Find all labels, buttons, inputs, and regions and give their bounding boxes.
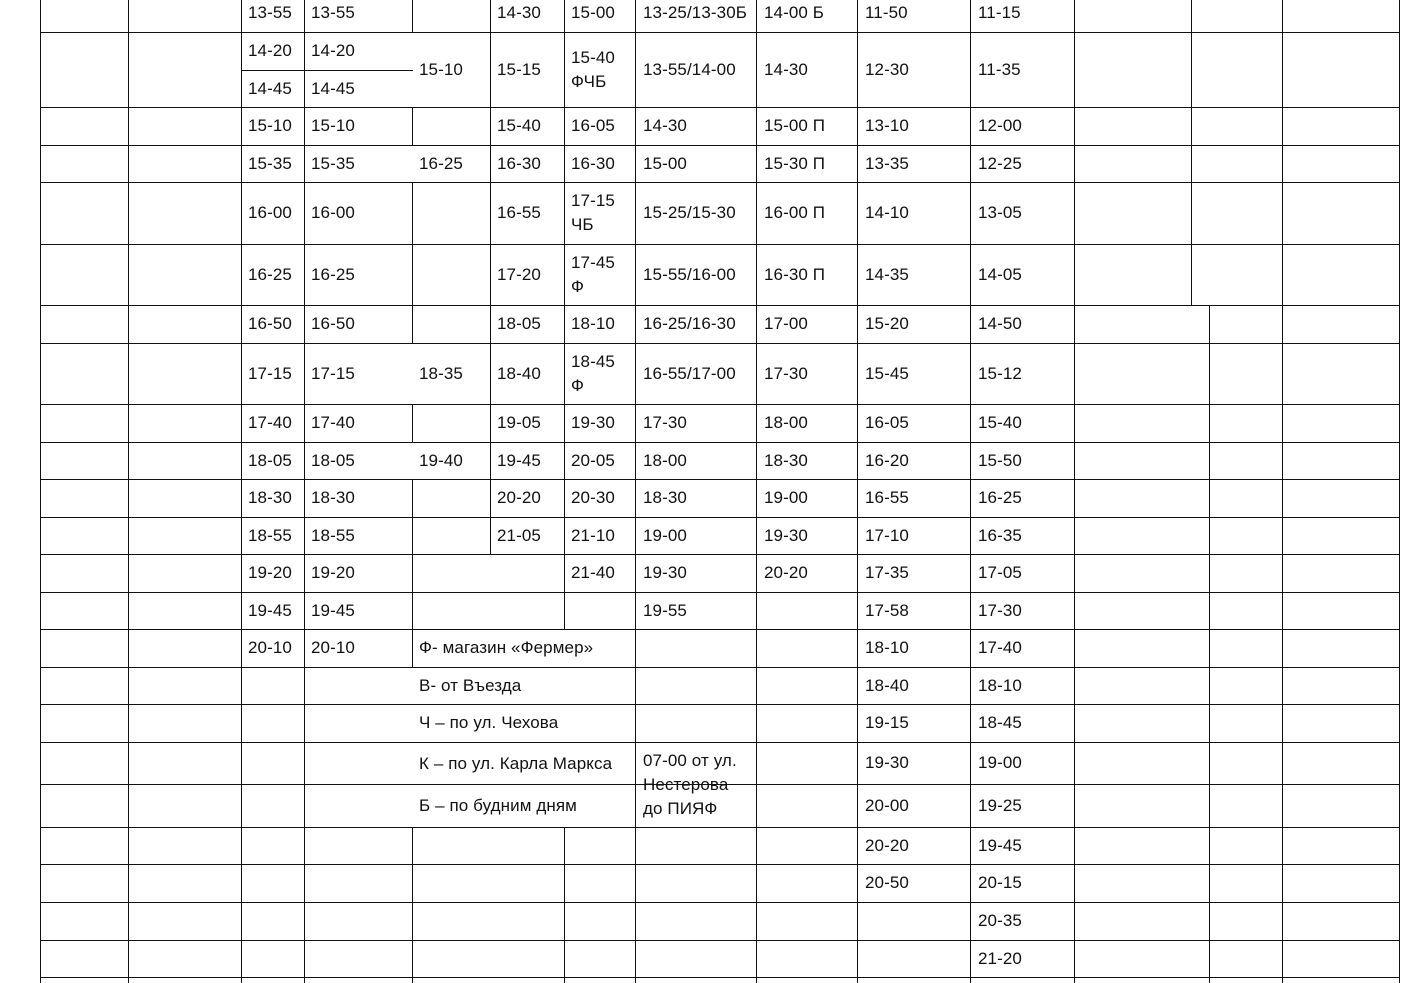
schedule-cell: 15-10 <box>311 116 355 135</box>
schedule-cell: 16-20 <box>865 450 909 470</box>
column-divider <box>970 0 971 983</box>
schedule-cell: 17-40 <box>311 413 355 432</box>
schedule-cell: 18-45 <box>978 713 1022 732</box>
schedule-cell: 19-20 <box>311 563 355 582</box>
row-divider <box>40 940 1400 941</box>
row-divider <box>40 479 1400 480</box>
schedule-cell: 14-45 <box>311 78 355 98</box>
schedule-cell: 15-10 <box>248 116 292 135</box>
schedule-cell: 15-30 П <box>764 153 826 173</box>
schedule-cell: 16-05 <box>571 116 615 135</box>
schedule-cell: 16-25 <box>311 264 355 284</box>
schedule-cell: 16-00 П <box>764 203 826 222</box>
column-divider <box>1399 0 1400 983</box>
schedule-cell: 15-25/15-30 <box>643 203 736 222</box>
column-divider <box>304 0 305 983</box>
schedule-cell: 18-10 <box>978 675 1022 695</box>
schedule-cell: 16-30 <box>571 153 615 173</box>
row-divider <box>40 182 1400 183</box>
note-line-3: до ПИЯФ <box>643 799 718 818</box>
schedule-cell: 14-50 <box>978 314 1022 333</box>
schedule-cell: 19-00 <box>643 525 687 545</box>
schedule-cell: 15-35 <box>311 153 355 173</box>
column-divider <box>635 0 636 983</box>
schedule-cell: 13-10 <box>865 116 909 135</box>
row-divider <box>40 305 1400 306</box>
row-divider <box>40 629 1400 630</box>
schedule-cell: 21-40 <box>571 563 615 582</box>
schedule-cell: 17-35 <box>865 563 909 582</box>
schedule-cell: 12-00 <box>978 116 1022 135</box>
schedule-cell: 16-00 <box>248 203 292 222</box>
schedule-cell: 18-45 <box>571 351 615 371</box>
schedule-cell: 19-05 <box>497 413 541 432</box>
schedule-cell: 15-40 <box>978 413 1022 432</box>
schedule-cell: 18-30 <box>248 488 292 507</box>
schedule-cell: 19-15 <box>865 713 909 732</box>
column-divider <box>412 517 413 554</box>
schedule-cell: 15-35 <box>248 153 292 173</box>
schedule-cell: 19-40 <box>419 450 463 470</box>
schedule-cell: 19-45 <box>248 600 292 620</box>
schedule-cell: 13-05 <box>978 203 1022 222</box>
schedule-cell: 14-20 <box>311 41 355 60</box>
schedule-cell: 20-35 <box>978 911 1022 930</box>
schedule-cell: 13-55/14-00 <box>643 59 736 79</box>
column-divider <box>564 0 565 629</box>
schedule-cell: 20-10 <box>248 638 292 657</box>
schedule-cell: 19-45 <box>311 600 355 620</box>
schedule-cell: 15-00 <box>571 3 615 22</box>
schedule-cell: 14-05 <box>978 264 1022 284</box>
row-divider <box>40 704 1400 705</box>
schedule-cell: 15-40 <box>497 116 541 135</box>
schedule-cell: 18-30 <box>764 450 808 470</box>
schedule-cell: 18-40 <box>497 363 541 383</box>
column-divider <box>857 0 858 983</box>
row-divider <box>40 32 1400 33</box>
schedule-cell: 17-00 <box>764 314 808 333</box>
schedule-cell: 19-20 <box>248 563 292 582</box>
row-divider <box>40 343 1400 344</box>
schedule-cell: 18-05 <box>497 314 541 333</box>
schedule-cell: 16-05 <box>865 413 909 432</box>
schedule-cell: 15-12 <box>978 363 1022 383</box>
schedule-cell: 15-55/16-00 <box>643 264 736 284</box>
column-divider <box>412 305 413 343</box>
schedule-cell: 18-55 <box>248 525 292 545</box>
schedule-cell: 16-25/16-30 <box>643 314 736 333</box>
schedule-cell-note: Ф <box>571 276 585 296</box>
schedule-cell: 19-45 <box>978 835 1022 855</box>
schedule-cell: 20-00 <box>865 795 909 815</box>
schedule-cell: 21-20 <box>978 948 1022 968</box>
row-divider <box>40 902 1400 903</box>
schedule-cell: 20-10 <box>311 638 355 657</box>
schedule-cell: 11-35 <box>978 59 1021 79</box>
column-divider <box>412 0 413 32</box>
column-divider <box>564 827 565 983</box>
column-divider <box>128 0 129 983</box>
column-divider <box>412 244 413 305</box>
schedule-cell: 11-50 <box>865 3 908 22</box>
legend-chekhov: Ч – по ул. Чехова <box>419 713 559 732</box>
schedule-cell: 19-45 <box>497 450 541 470</box>
schedule-cell: 16-30 П <box>764 264 826 284</box>
schedule-cell: 15-50 <box>978 450 1022 470</box>
row-divider <box>40 667 1400 668</box>
column-divider <box>412 182 413 244</box>
schedule-cell: 15-00 <box>643 153 687 173</box>
schedule-cell: 17-20 <box>497 264 541 284</box>
schedule-cell: 12-25 <box>978 153 1022 173</box>
schedule-cell: 15-40 <box>571 47 615 67</box>
column-divider <box>40 0 41 983</box>
column-divider <box>412 479 413 517</box>
schedule-cell: 18-30 <box>311 488 355 507</box>
legend-farmer: Ф- магазин «Фермер» <box>419 638 594 657</box>
schedule-cell: 19-30 <box>571 413 615 432</box>
column-divider <box>1282 0 1283 983</box>
schedule-cell: 21-10 <box>571 525 615 545</box>
row-divider <box>40 742 1400 743</box>
schedule-cell: 16-50 <box>311 314 355 333</box>
column-divider <box>412 107 413 145</box>
schedule-cell: 18-10 <box>571 314 615 333</box>
schedule-cell-note: ФЧБ <box>571 71 607 91</box>
legend-weekdays: Б – по будним дням <box>419 796 577 815</box>
schedule-cell: 11-15 <box>978 3 1021 22</box>
schedule-cell: 13-55 <box>311 3 355 22</box>
row-divider <box>40 977 1400 978</box>
schedule-cell: 20-30 <box>571 488 615 507</box>
column-divider <box>412 592 413 629</box>
schedule-cell: 13-55 <box>248 3 292 22</box>
schedule-cell: 17-15 <box>571 191 615 210</box>
schedule-cell: 16-55/17-00 <box>643 363 736 383</box>
schedule-cell: 14-45 <box>248 78 292 98</box>
schedule-cell: 14-30 <box>764 59 808 79</box>
row-divider <box>40 554 1400 555</box>
column-divider <box>1191 0 1192 305</box>
column-divider <box>490 0 491 554</box>
schedule-cell: 17-40 <box>978 638 1022 657</box>
column-divider <box>412 554 413 592</box>
row-divider <box>40 244 1400 245</box>
schedule-cell: 13-25/13-30Б <box>643 3 748 22</box>
schedule-cell: 19-30 <box>865 753 909 772</box>
schedule-cell: 19-00 <box>764 488 808 507</box>
schedule-cell: 18-35 <box>419 363 463 383</box>
schedule-cell: 18-55 <box>311 525 355 545</box>
row-divider <box>40 592 1400 593</box>
schedule-cell: 17-10 <box>865 525 909 545</box>
schedule-cell: 16-55 <box>865 488 909 507</box>
row-divider <box>40 442 1400 443</box>
schedule-cell: 19-30 <box>643 563 687 582</box>
note-line-1: 07-00 от ул. <box>643 751 737 770</box>
schedule-cell: 14-30 <box>643 116 687 135</box>
schedule-cell: 16-00 <box>311 203 355 222</box>
schedule-cell: 21-05 <box>497 525 541 545</box>
schedule-cell: 20-20 <box>497 488 541 507</box>
schedule-cell: 19-30 <box>764 525 808 545</box>
legend-entry: В- от Въезда <box>419 676 522 695</box>
column-divider <box>412 629 413 667</box>
row-divider <box>40 827 1400 828</box>
schedule-cell: 16-25 <box>419 153 463 173</box>
schedule-cell: 15-00 П <box>764 116 826 135</box>
row-divider <box>40 145 1400 146</box>
schedule-cell: 16-50 <box>248 314 292 333</box>
schedule-cell: 17-15 <box>248 363 292 383</box>
schedule-cell: 19-55 <box>643 600 687 620</box>
schedule-cell: 12-30 <box>865 59 909 79</box>
schedule-cell: 14-00 Б <box>764 3 825 22</box>
schedule-cell: 15-45 <box>865 363 909 383</box>
schedule-cell: 20-20 <box>764 563 808 582</box>
schedule-cell: 17-30 <box>764 363 808 383</box>
schedule-cell: 15-10 <box>419 59 463 79</box>
schedule-cell: 17-05 <box>978 563 1022 582</box>
schedule-cell: 20-20 <box>865 835 909 855</box>
schedule-cell: 18-00 <box>764 413 808 432</box>
schedule-cell: 13-35 <box>865 153 909 173</box>
column-divider <box>756 0 757 983</box>
schedule-cell: 16-30 <box>497 153 541 173</box>
schedule-cell: 17-45 <box>571 252 615 272</box>
schedule-cell: 18-05 <box>311 450 355 470</box>
schedule-cell: 16-25 <box>978 488 1022 507</box>
schedule-cell: 17-30 <box>643 413 687 432</box>
schedule-cell: 16-55 <box>497 203 541 222</box>
schedule-cell: 17-58 <box>865 600 909 620</box>
column-divider <box>241 0 242 983</box>
row-divider <box>40 404 1400 405</box>
schedule-cell: 18-10 <box>865 638 909 657</box>
row-divider <box>241 70 413 71</box>
column-divider <box>1074 0 1075 983</box>
schedule-cell: 17-40 <box>248 413 292 432</box>
legend-karl-marx: К – по ул. Карла Маркса <box>419 754 613 773</box>
schedule-cell-note: Ф <box>571 375 585 395</box>
schedule-cell: 16-25 <box>248 264 292 284</box>
schedule-cell: 19-00 <box>978 753 1022 772</box>
schedule-cell: 18-30 <box>643 488 687 507</box>
row-divider <box>40 864 1400 865</box>
schedule-cell: 20-05 <box>571 450 615 470</box>
schedule-cell: 20-15 <box>978 873 1022 892</box>
schedule-cell: 14-10 <box>865 203 909 222</box>
column-divider <box>412 404 413 442</box>
schedule-cell: 18-00 <box>643 450 687 470</box>
schedule-cell: 20-50 <box>865 873 909 892</box>
schedule-cell: 17-30 <box>978 600 1022 620</box>
note-line-2: Нестерова <box>643 775 729 794</box>
schedule-cell: 18-40 <box>865 675 909 695</box>
column-divider <box>1209 305 1210 983</box>
schedule-cell: 16-35 <box>978 525 1022 545</box>
schedule-cell: 15-20 <box>865 314 909 333</box>
schedule-cell-note: ЧБ <box>571 215 594 234</box>
schedule-cell: 15-15 <box>497 59 541 79</box>
row-divider <box>40 107 1400 108</box>
schedule-cell: 18-05 <box>248 450 292 470</box>
column-divider <box>412 827 413 983</box>
schedule-cell: 14-20 <box>248 41 292 60</box>
schedule-cell: 14-35 <box>865 264 909 284</box>
row-divider <box>40 517 1400 518</box>
schedule-cell: 19-25 <box>978 795 1022 815</box>
schedule-cell: 14-30 <box>497 3 541 22</box>
schedule-cell: 17-15 <box>311 363 355 383</box>
